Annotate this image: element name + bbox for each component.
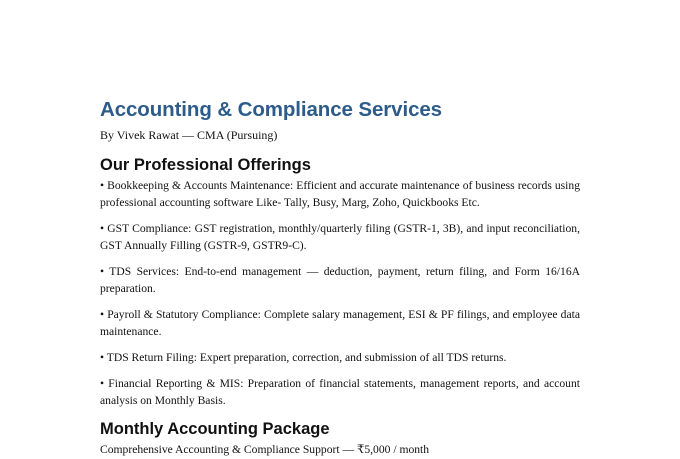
offerings-list: [100, 177, 580, 409]
offering-bookkeeping: • Bookkeeping & Accounts Maintenance: Efficient and accurate maintenance of business records using professional accounting software Like- Tally, Busy, Marg, Zoho, Quickbooks Etc.: [100, 179, 580, 209]
offerings-heading: Our Professional Offerings: [100, 156, 311, 174]
package-heading: Monthly Accounting Package: [100, 420, 330, 438]
offering-payroll: • Payroll & Statutory Compliance: Complete salary management, ESI & PF filings, and employee data maintenance.: [100, 308, 580, 338]
author-byline: By Vivek Rawat — CMA (Pursuing): [100, 128, 278, 142]
document-page: [100, 96, 580, 458]
offering-tds-return-filing: • TDS Return Filing: Expert preparation, correction, and submission of all TDS returns.: [100, 351, 507, 364]
offering-gst-compliance: • GST Compliance: GST registration, monthly/quarterly filing (GSTR-1, 3B), and input reconciliation, GST Annually Filling (GSTR-9, GSTR9-C).: [100, 222, 580, 252]
document-title: Accounting & Compliance Services: [100, 98, 442, 121]
offering-tds-services: • TDS Services: End-to-end management — deduction, payment, return filing, and Form 16/16A preparation.: [100, 265, 580, 295]
package-price-line: Comprehensive Accounting & Compliance Support — ₹5,000 / month: [100, 443, 430, 456]
offering-financial-reporting: • Financial Reporting & MIS: Preparation of financial statements, management reports, and account analysis on Monthly Basis.: [100, 377, 580, 407]
